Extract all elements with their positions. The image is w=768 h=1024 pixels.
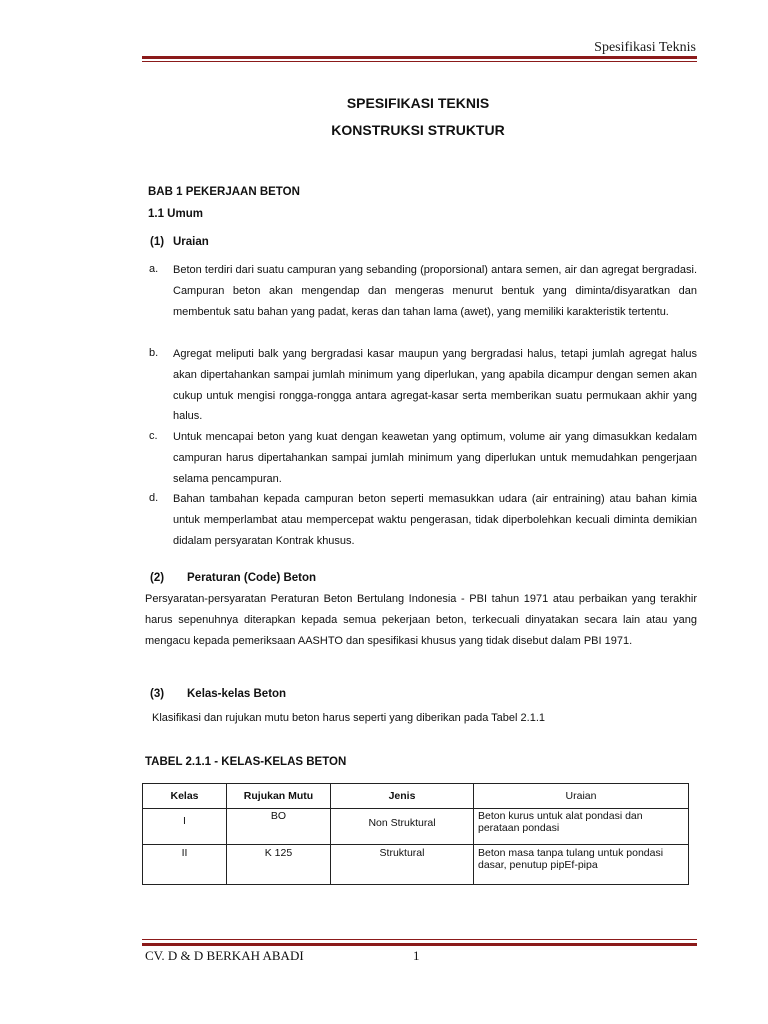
item-b-label: b. bbox=[149, 347, 159, 359]
footer-rule bbox=[142, 943, 697, 946]
item-a-label: a. bbox=[149, 263, 159, 275]
col-header-jenis: Jenis bbox=[331, 784, 474, 809]
beton-class-table bbox=[142, 783, 689, 885]
doc-title-line2: KONSTRUKSI STRUKTUR bbox=[331, 122, 505, 138]
item-c-text: Untuk mencapai beton yang kuat dengan keawetan yang optimum, volume air yang dimasukkan kedalam campuran harus dipertahankan sampai jumlah minimum yang diperlukan untuk memudahkan pengerjaan selama pencampuran. bbox=[173, 431, 697, 485]
section-heading: 1.1 Umum bbox=[148, 208, 203, 220]
table-row bbox=[143, 845, 689, 885]
footer-company: CV. D & D BERKAH ABADI bbox=[145, 948, 304, 963]
sub1-number: (1) bbox=[150, 236, 165, 248]
doc-title-line1: SPESIFIKASI TEKNIS bbox=[346, 95, 490, 111]
sub3-title: Kelas-kelas Beton bbox=[187, 688, 287, 700]
item-a-text: Beton terdiri dari suatu campuran yang sebanding (proporsional) antara semen, air dan agregat bergradasi. Campuran beton akan mengendap dan mengeras menurut bentuk yang diminta/disyaratkan dan membentuk satu bahan yang padat, keras dan tahan lama (awet), yang memiliki karakteristik tertentu. bbox=[173, 264, 697, 318]
table-caption: TABEL 2.1.1 - KELAS-KELAS BETON bbox=[145, 756, 347, 768]
running-header: Spesifikasi Teknis bbox=[594, 40, 696, 55]
table-header-row bbox=[143, 784, 689, 809]
cell-kelas: I bbox=[143, 809, 227, 845]
sub2-text: Persyaratan-persyaratan Peraturan Beton Bertulang Indonesia - PBI tahun 1971 atau perbaikan yang terakhir harus sepenuhnya diterapkan kepada semua pekerjaan beton, terkecuali dinyatakan secara lain atau yang mengacu kepada pemeriksaan AASHTO dan spesifikasi khusus yang tidak disebut dalam PBI 1971. bbox=[145, 593, 697, 647]
sub2-number: (2) bbox=[150, 572, 165, 584]
col-header-kelas: Kelas bbox=[143, 784, 227, 809]
header-rule bbox=[142, 56, 697, 59]
page-number: 1 bbox=[413, 948, 420, 963]
item-d-label: d. bbox=[149, 492, 159, 504]
sub2-title: Peraturan (Code) Beton bbox=[187, 572, 317, 584]
header-rule-thin bbox=[142, 61, 697, 62]
cell-jenis: Non Struktural bbox=[331, 809, 474, 845]
cell-jenis: Struktural bbox=[331, 845, 474, 885]
table-row bbox=[143, 809, 689, 845]
cell-rujukan: K 125 bbox=[227, 845, 331, 885]
sub3-number: (3) bbox=[150, 688, 165, 700]
cell-kelas: II bbox=[143, 845, 227, 885]
col-header-uraian: Uraian bbox=[474, 784, 689, 809]
footer-rule-thin bbox=[142, 939, 697, 940]
item-c-label: c. bbox=[149, 430, 158, 442]
cell-uraian: Beton kurus untuk alat pondasi dan perataan pondasi bbox=[474, 809, 689, 845]
cell-uraian: Beton masa tanpa tulang untuk pondasi dasar, penutup pipEf-pipa bbox=[474, 845, 689, 885]
chapter-heading: BAB 1 PEKERJAAN BETON bbox=[148, 186, 300, 198]
col-header-rujukan-mutu: Rujukan Mutu bbox=[227, 784, 331, 809]
cell-rujukan: BO bbox=[227, 809, 331, 845]
item-b-text: Agregat meliputi balk yang bergradasi kasar maupun yang bergradasi halus, tetapi jumlah agregat halus akan dipertahankan sampai jumlah minimum yang diperlukan, yang apabila dicampur dengan semen akan cukup untuk mengisi rongga-rongga antara agregat-kasar serta memberikan suatu permukaan akhir yang halus. bbox=[173, 348, 697, 423]
sub3-text: Klasifikasi dan rujukan mutu beton harus seperti yang diberikan pada Tabel 2.1.1 bbox=[152, 712, 545, 724]
sub1-title: Uraian bbox=[173, 236, 209, 248]
item-d-text: Bahan tambahan kepada campuran beton seperti memasukkan udara (air entraining) atau bahan kimia untuk memperlambat atau mempercepat waktu pengerasan, tidak diperbolehkan kecuali diminta demikian didalam persyaratan Kontrak khusus. bbox=[173, 493, 697, 547]
